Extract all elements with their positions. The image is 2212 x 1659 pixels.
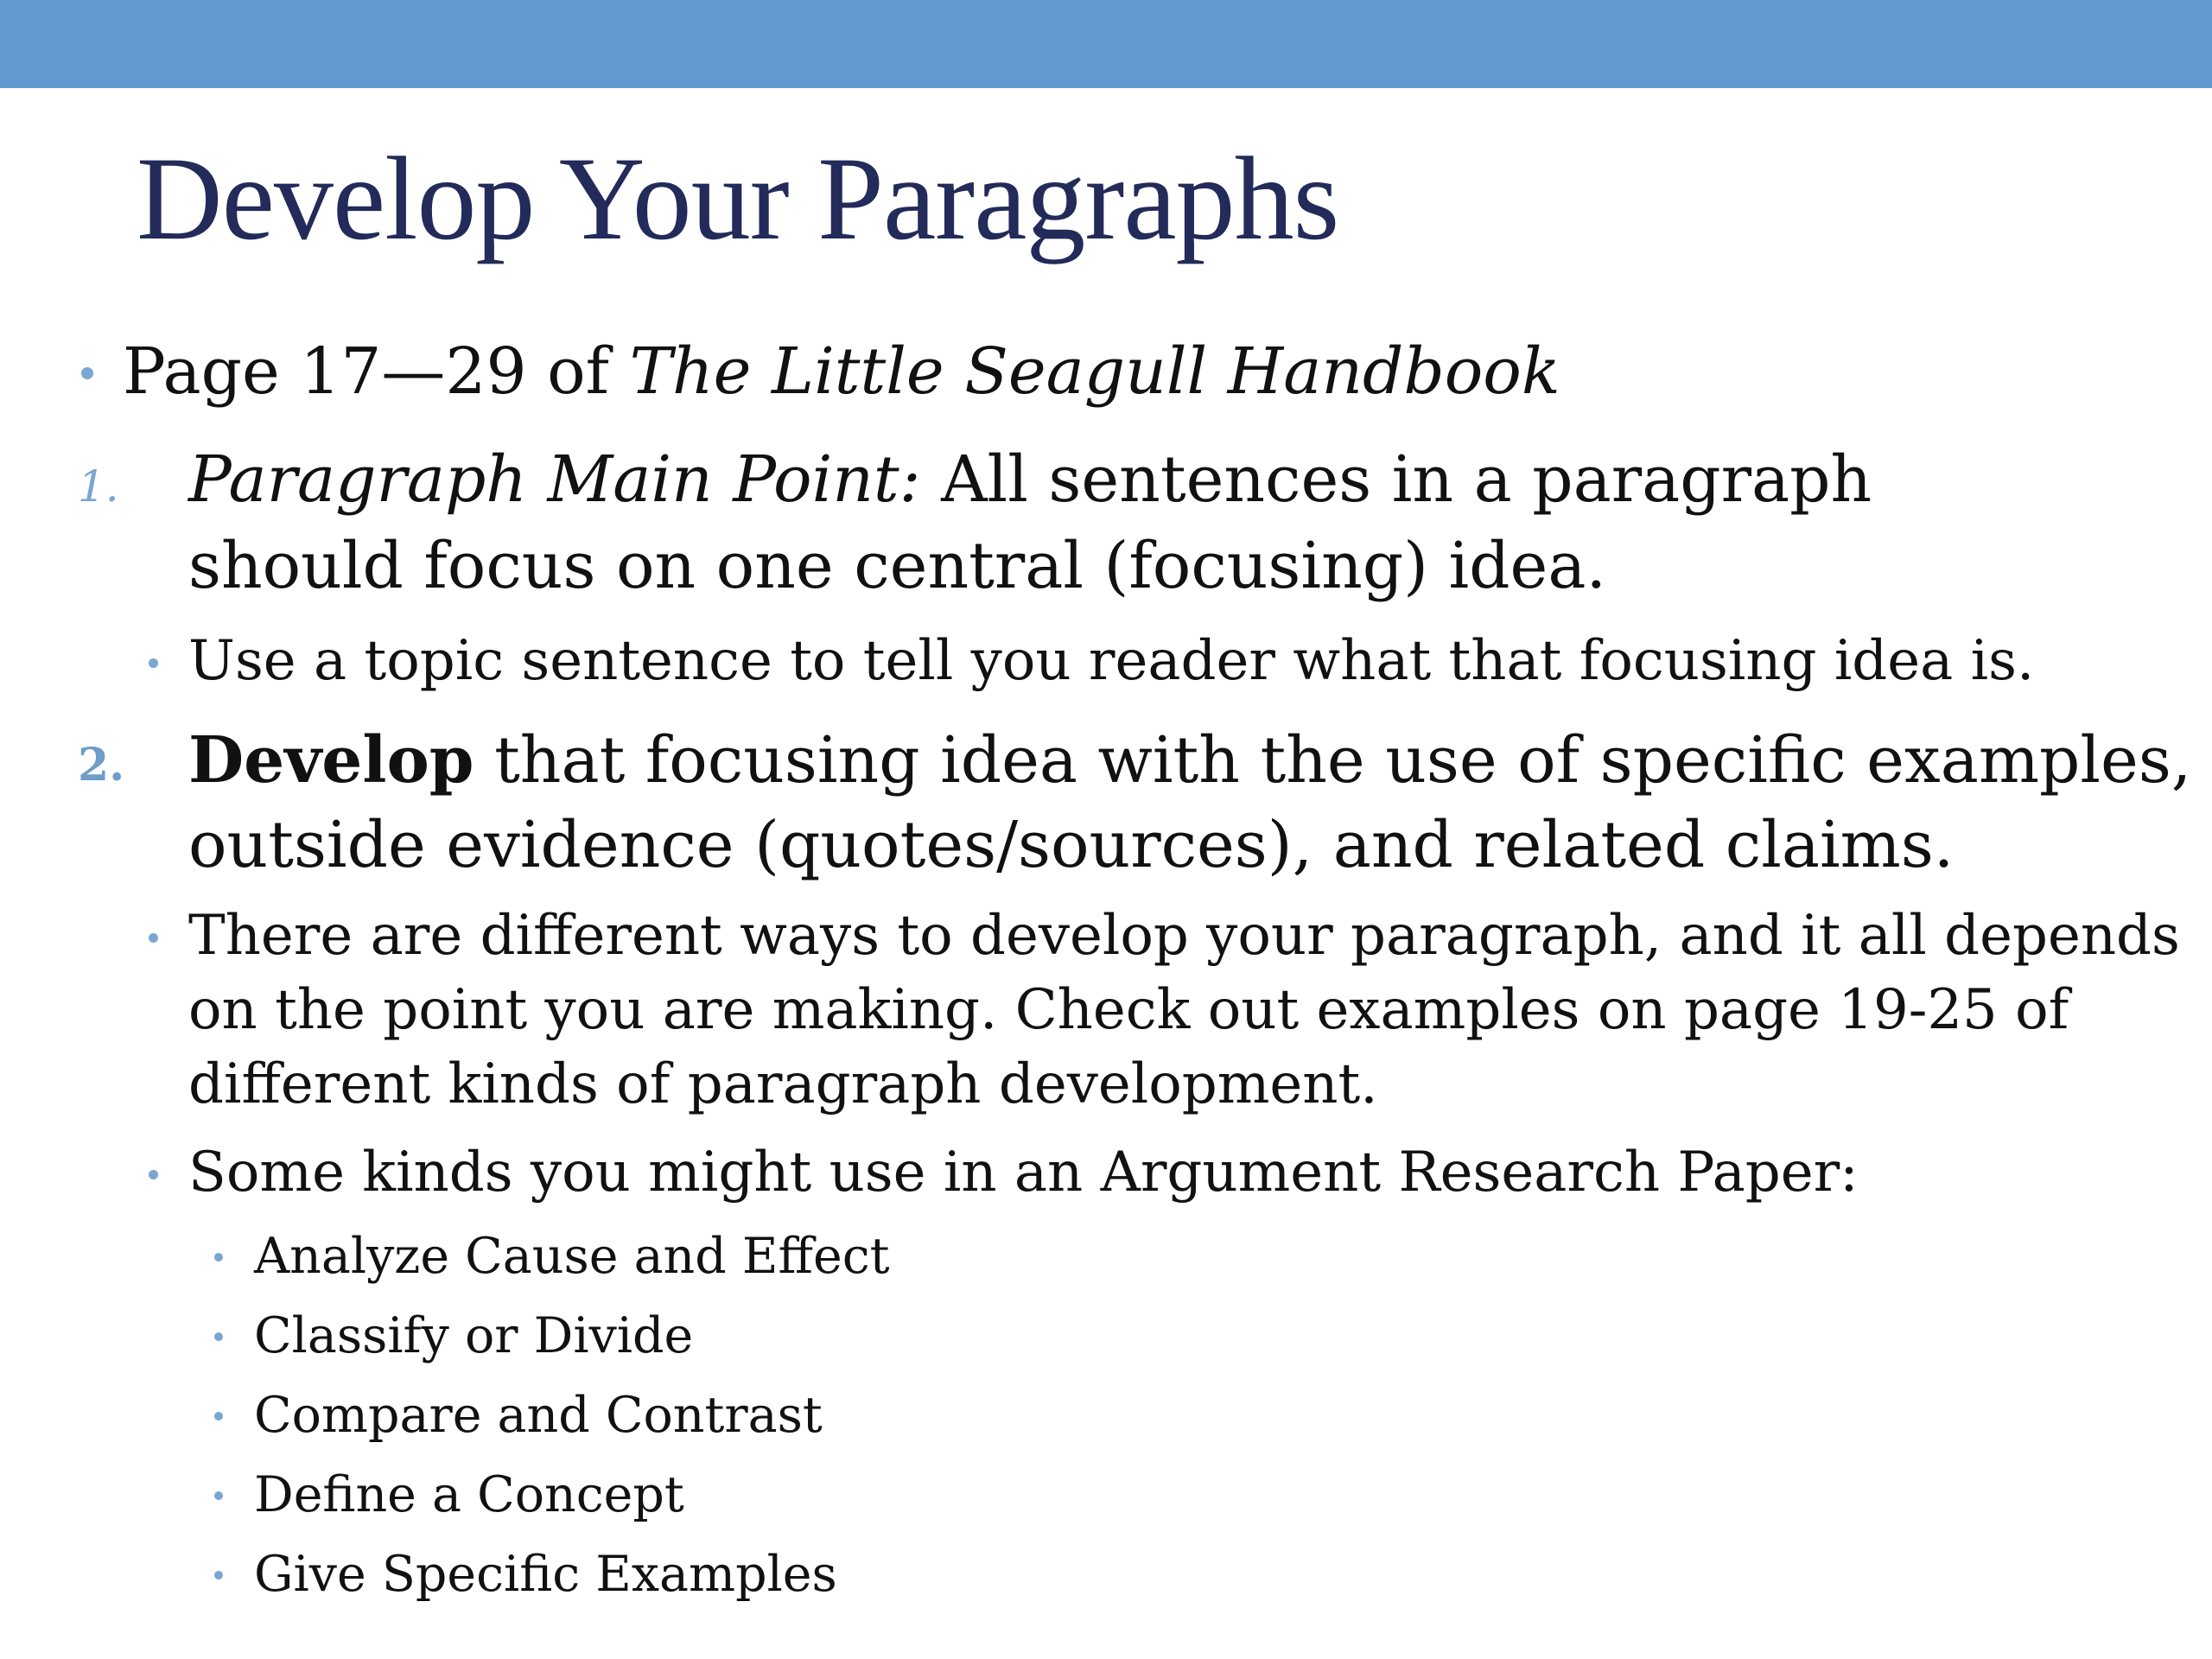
source-prefix: Page 17—29 of [123,334,630,409]
book-title: The Little Seagull Handbook [629,334,1560,409]
kind-label: Compare and Contrast [254,1387,823,1444]
point1-label: Paragraph Main Point: [188,442,921,517]
kind-label: Classify or Divide [254,1307,694,1364]
development-ways-line2: on the point you are making. Check out examples on page 19-25 of [188,978,2069,1042]
bullet-marker [214,1491,223,1500]
point1-line1-rest: All sentences in a paragraph [920,442,1872,517]
bullet-marker [214,1412,223,1421]
list-item-kind [0,1455,2212,1535]
numbered-item-2 [0,717,2212,890]
bullet-marker [149,658,158,668]
point2-line1-rest: that focusing idea with the use of specific examples, [474,723,2192,798]
list-item-development-ways [0,899,2212,1122]
kinds-list [0,1217,2212,1616]
bullet-marker [149,1170,158,1179]
list-item-kind [0,1376,2212,1455]
point1-line2: should focus on one central (focusing) idea. [188,529,1606,603]
list-item-kind [0,1217,2212,1296]
list-item-kind [0,1535,2212,1614]
list-item-kind [0,1296,2212,1376]
bullet-marker [214,1332,223,1341]
slide-title: Develop Your Paragraphs [137,132,1339,264]
bullet-marker [214,1253,223,1262]
list-item-source [0,328,2212,415]
numbered-item-1 [0,436,2212,609]
point2-line2: outside evidence (quotes/sources), and related claims. [188,808,1955,882]
bullet-marker [214,1571,223,1580]
kind-label: Analyze Cause and Effect [254,1228,890,1285]
bullet-marker [149,933,158,943]
source-text [123,328,1560,415]
list-item-some-kinds [0,1135,2212,1210]
point2-label: Develop [188,723,474,798]
some-kinds-text: Some kinds you might use in an Argument Research Paper: [188,1141,1859,1205]
point2-line1 [188,717,2191,804]
topic-sentence-text: Use a topic sentence to tell you reader what that focusing idea is. [188,629,2035,693]
bullet-marker [81,367,93,379]
point1-line1 [188,436,1872,523]
kind-label: Define a Concept [254,1466,684,1523]
number-marker-1: 1. [78,461,119,512]
development-ways-line1: There are different ways to develop your paragraph, and it all depends [188,904,2180,968]
development-ways-line3: different kinds of paragraph development. [188,1052,1378,1116]
kind-label: Give Specific Examples [254,1546,837,1603]
number-marker-2: 2. [78,739,125,791]
list-item-topic-sentence [0,624,2212,698]
